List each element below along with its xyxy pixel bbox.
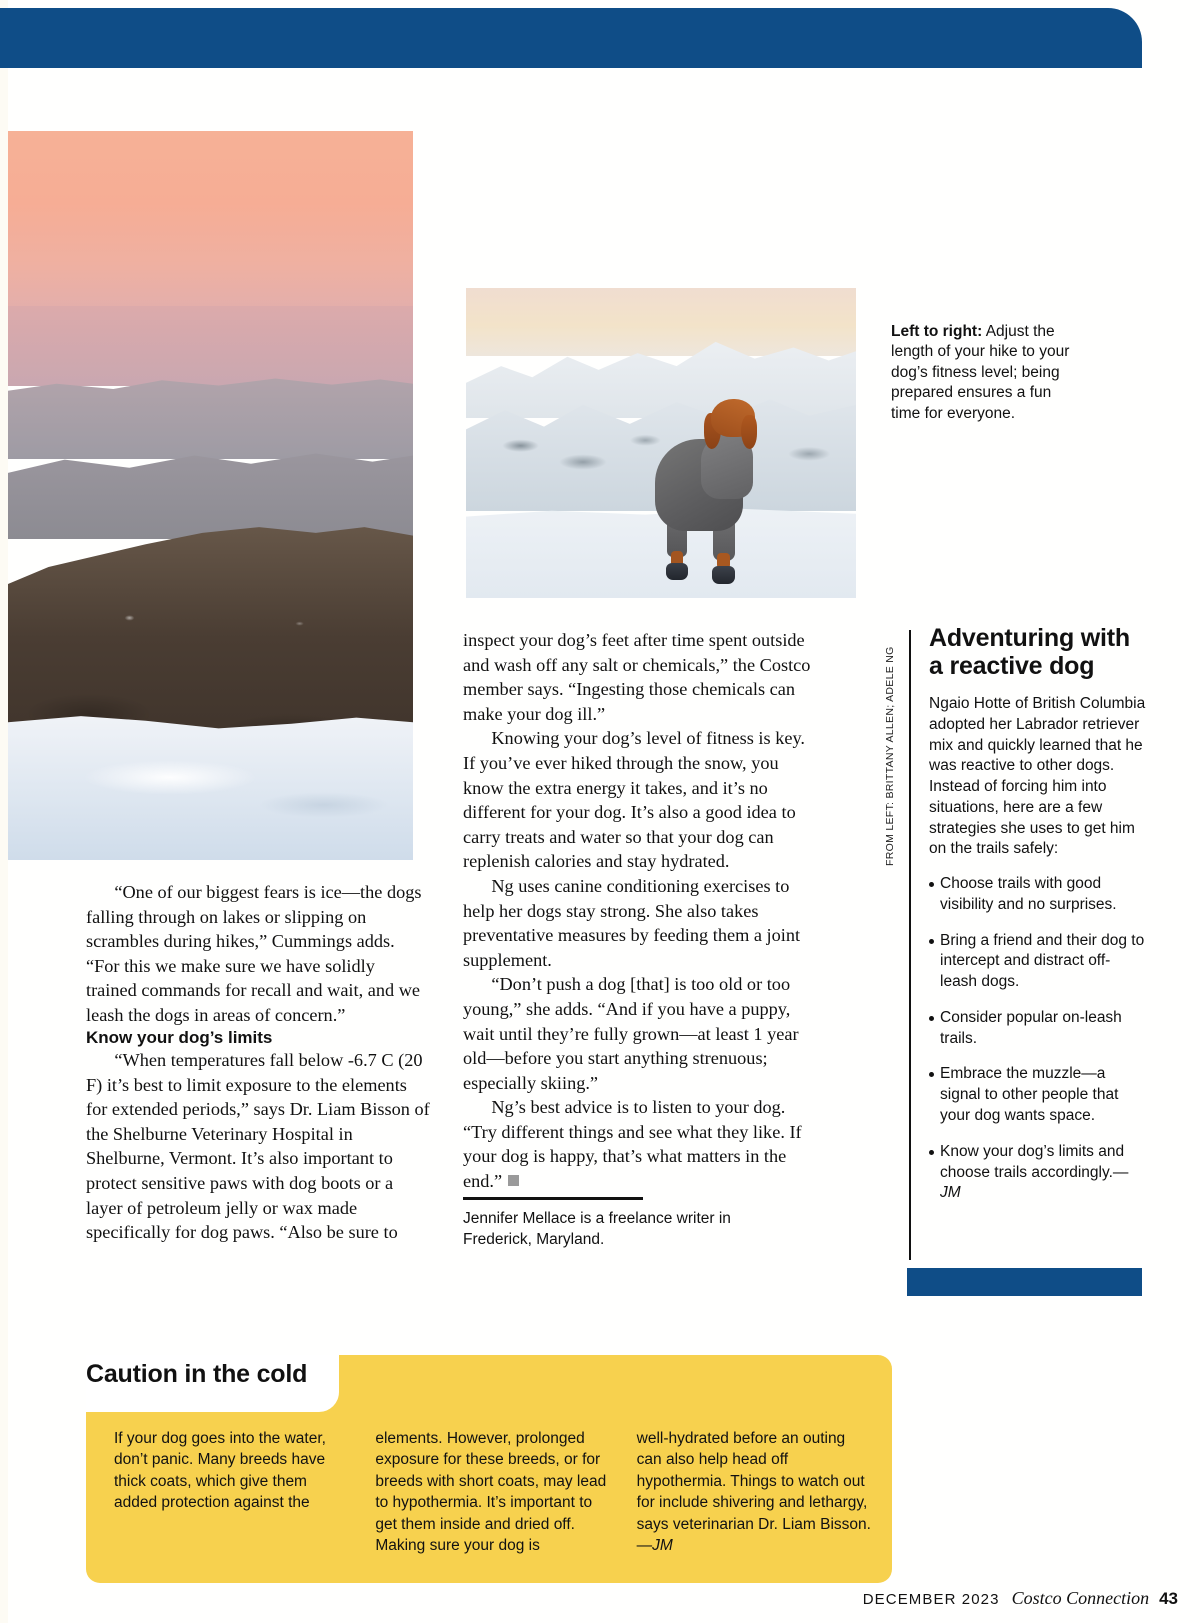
list-item-text: Know your dog’s limits and choose trails accordingly.— (940, 1142, 1129, 1181)
list-item: Choose trails with good visibility and no surprises. (929, 874, 1147, 916)
caution-callout (86, 1355, 892, 1583)
caption-text: Adjust the length of your hike to your dog’s fitness level; being prepared ensures a fun time for everyone. (891, 323, 1070, 422)
footer-issue: DECEMBER 2023 (862, 1591, 1000, 1608)
section-subhead: Know your dog’s limits (86, 1027, 273, 1047)
sidebar-divider-rule (909, 630, 911, 1260)
paragraph: “One of our biggest fears is ice—the dogs falling through on lakes or slipping on scrambles during hikes,” Cummings adds. “For this we make sure we have solidly trained commands for recall and wait, and we leash the dogs in areas of concern.” (86, 882, 422, 1025)
caution-column-initials: JM (652, 1536, 673, 1554)
paragraph: Ng’s best advice is to listen to your dog. “Try different things and see what they like. If your dog is happy, that’s what matters in the end.” (463, 1097, 802, 1192)
caution-title: Caution in the cold (86, 1360, 308, 1388)
page-footer (863, 1588, 1178, 1609)
paragraph: Knowing your dog’s level of fitness is key. If you’ve ever hiked through the snow, you know the extra energy it takes, and it’s no different for your dog. It’s also a good idea to carry treats and water so that your dog can replenish calories and stay hydrated. (463, 728, 805, 872)
caution-column: elements. However, prolonged exposure for these breeds, or for breeds with short coats, may lead to hypothermia. It’s important to get them inside and dried off. Making sure your dog is (375, 1430, 607, 1554)
paragraph: Ng uses canine conditioning exercises to help her dogs stay strong. She also takes preventative measures by feeding them a joint supplement. (463, 875, 801, 970)
sidebar-reactive-dog (929, 624, 1147, 1219)
caution-body (86, 1412, 892, 1583)
dog-ear-right (741, 415, 757, 449)
dog-figure (649, 393, 765, 589)
photo-snowfield (8, 707, 413, 860)
sidebar-bullet-list (929, 874, 1147, 1204)
photo-sky (8, 131, 413, 321)
photo-mountain-sunset (8, 131, 413, 860)
sidebar-blue-bar (907, 1268, 1142, 1296)
caution-column: If your dog goes into the water, don’t panic. Many breeds have thick coats, which give them added protection against the (114, 1430, 326, 1512)
dog-photo-sky (466, 288, 856, 356)
caution-column-text: well-hydrated before an outing can also help head off hypothermia. Things to watch out for include shivering and lethargy, says veterinarian Dr. Liam Bisson.— (636, 1430, 871, 1554)
top-blue-banner (0, 8, 1142, 68)
paragraph: “Don’t push a dog [that] is too old or too young,” she adds. “And if you have a puppy, wait until they’re fully grown—at least 1 year old—before you start anything strenuous; especially skiing.” (463, 974, 799, 1093)
end-mark-icon (508, 1175, 519, 1186)
photo-caption (891, 322, 1083, 424)
caution-column (637, 1428, 874, 1583)
photo-haze (8, 306, 413, 386)
dog-boot-left (666, 563, 688, 580)
body-column-1 (86, 880, 430, 1245)
byline-divider (463, 1197, 643, 1200)
paragraph: inspect your dog’s feet after time spent outside and wash off any salt or chemicals,” the Costco member says. “Ingesting those chemicals can make your dog ill.” (463, 630, 811, 724)
paragraph: “When temperatures fall below -6.7 C (20 F) it’s best to limit exposure to the elements for extended periods,” says Dr. Liam Bisson of the Shelburne Veterinary Hospital in Shelburne, Vermont. It’s also important to protect sensitive paws with dog boots or a layer of petroleum jelly or wax made specifically for dog paws. “Also be sure to (86, 1049, 430, 1243)
body-column-2 (463, 628, 811, 1194)
dog-boot-right (712, 566, 735, 584)
sidebar-intro: Ngaio Hotte of British Columbia adopted her Labrador retriever mix and quickly learned that he was reactive to other dogs. Instead of forcing him into situations, here are a few strategies she uses to get him on the trails safely: (929, 695, 1146, 858)
page-edge-strip (0, 0, 8, 1623)
list-item (929, 1142, 1147, 1204)
list-item: Embrace the muzzle—a signal to other people that your dog wants space. (929, 1064, 1147, 1126)
author-byline: Jennifer Mellace is a freelance writer in Frederick, Maryland. (463, 1210, 731, 1248)
list-item: Bring a friend and their dog to intercept and distract off-leash dogs. (929, 931, 1147, 993)
footer-page-number: 43 (1159, 1589, 1178, 1608)
list-item: Consider popular on-leash trails. (929, 1008, 1147, 1050)
sidebar-title: Adventuring with a reactive dog (929, 624, 1130, 680)
footer-magazine-name: Costco Connection (1011, 1588, 1150, 1608)
list-item-initials: JM (940, 1184, 961, 1202)
photo-credit: FROM LEFT: BRITTANY ALLEN; ADELE NG (884, 646, 896, 866)
photo-dog-in-snowsuit (466, 288, 856, 598)
caption-lead: Left to right: (891, 323, 983, 340)
